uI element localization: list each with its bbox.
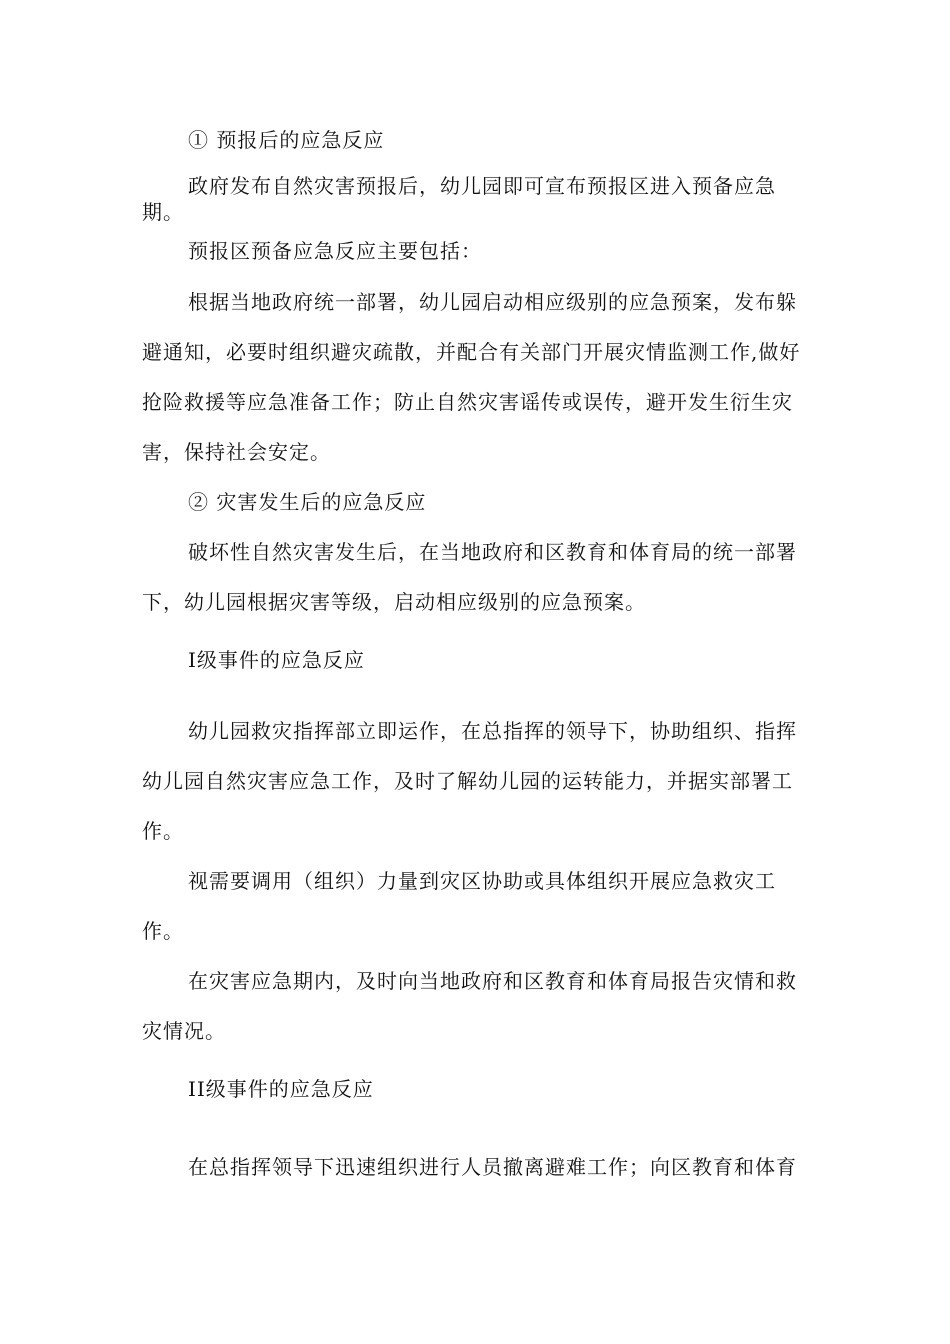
paragraph-line: 在灾害应急期内，及时向当地政府和区教育和体育局报告灾情和救 <box>188 969 797 993</box>
paragraph-line: 作。 <box>142 819 184 843</box>
paragraph-line: 政府发布自然灾害预报后，幼儿园即可宣布预报区进入预备应急 <box>188 174 776 198</box>
paragraph-line: 抢险救援等应急准备工作；防止自然灾害谣传或误传，避开发生衍生灾 <box>142 390 793 414</box>
paragraph-line: 根据当地政府统一部署，幼儿园启动相应级别的应急预案，发布躲 <box>188 290 797 314</box>
paragraph-line: 幼儿园自然灾害应急工作，及时了解幼儿园的运转能力，并据实部署工 <box>142 769 793 793</box>
paragraph-line: 下，幼儿园根据灾害等级，启动相应级别的应急预案。 <box>142 590 646 614</box>
heading-forecast-response: ① 预报后的应急反应 <box>188 128 385 152</box>
paragraph-line: 作。 <box>142 919 184 943</box>
paragraph-line: 幼儿园救灾指挥部立即运作，在总指挥的领导下，协助组织、指挥 <box>188 719 797 743</box>
paragraph-line: 害，保持社会安定。 <box>142 440 331 464</box>
heading-level-1-event: I级事件的应急反应 <box>188 648 365 672</box>
heading-level-2-event: II级事件的应急反应 <box>188 1077 374 1101</box>
paragraph-line: 避通知，必要时组织避灾疏散，并配合有关部门开展灾情监测工作,做好 <box>142 340 801 364</box>
heading-disaster-response: ② 灾害发生后的应急反应 <box>188 490 427 514</box>
paragraph-line: 视需要调用（组织）力量到灾区协助或具体组织开展应急救灾工 <box>188 869 776 893</box>
paragraph-line: 在总指挥领导下迅速组织进行人员撤离避难工作；向区教育和体育 <box>188 1155 797 1179</box>
paragraph-line: 灾情况。 <box>142 1019 226 1043</box>
paragraph-line: 破坏性自然灾害发生后，在当地政府和区教育和体育局的统一部署 <box>188 540 797 564</box>
paragraph-line: 期。 <box>142 200 184 224</box>
paragraph-line: 预报区预备应急反应主要包括： <box>188 239 482 263</box>
